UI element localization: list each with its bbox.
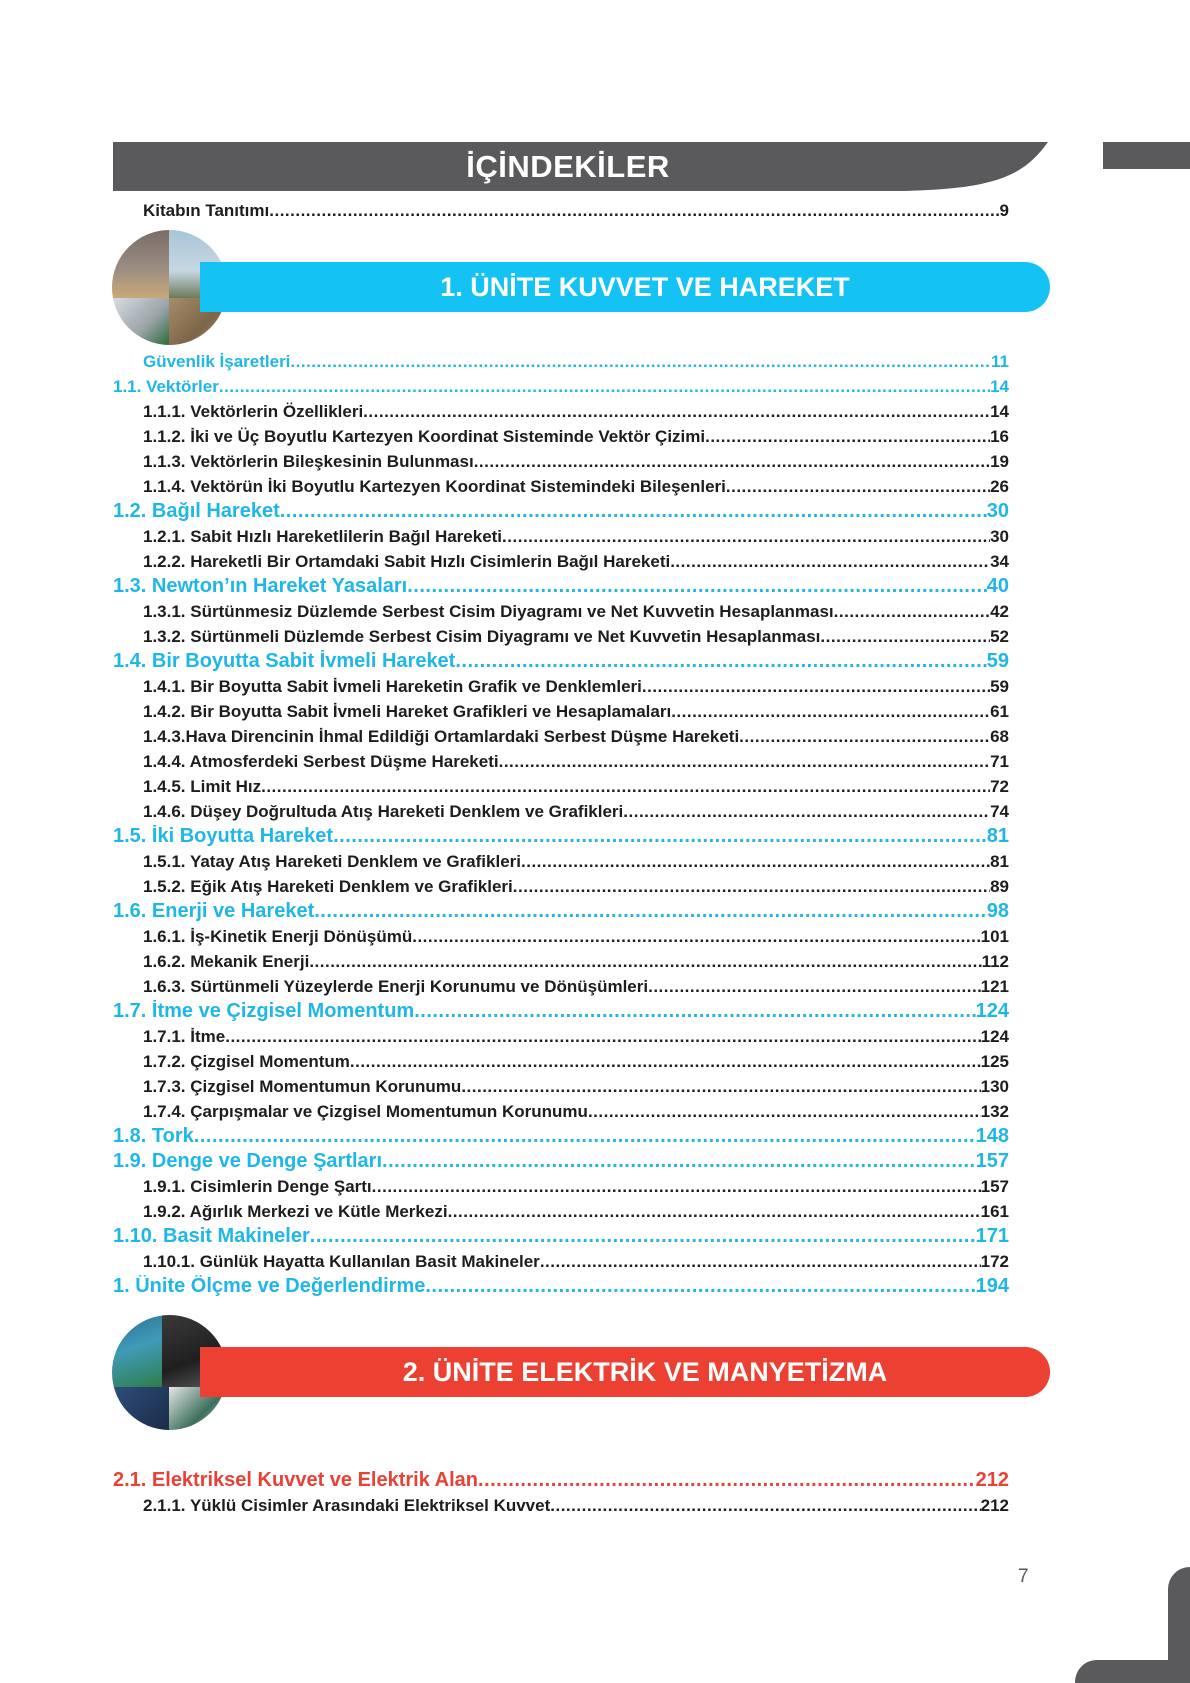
toc-page: 59	[990, 677, 1009, 696]
toc-label: 1.7.1. İtme	[143, 1027, 226, 1046]
toc-page: 30	[990, 527, 1009, 546]
toc-label: 1.4.6. Düşey Doğrultuda Atış Hareketi Denklem ve Grafikleri	[143, 802, 624, 821]
toc-label: 1.4.3.Hava Direncinin İhmal Edildiği Ortamlardaki Serbest Düşme Hareketi	[143, 727, 740, 746]
toc-page: 212	[980, 1496, 1009, 1515]
toc-page: 74	[990, 802, 1009, 821]
toc-page: 124	[980, 1027, 1009, 1046]
toc-page: 112	[981, 952, 1009, 971]
toc-page: 14	[990, 377, 1009, 396]
toc-label: 1.6.3. Sürtünmeli Yüzeylerde Enerji Korunumu ve Dönüşümleri	[143, 977, 649, 996]
toc-label: 1.3.2. Sürtünmeli Düzlemde Serbest Cisim Diyagramı ve Net Kuvvetin Hesaplanması	[143, 627, 821, 646]
toc-label: 1.7.3. Çizgisel Momentumun Korunumu	[143, 1077, 462, 1096]
toc-entry[interactable]	[143, 952, 1009, 974]
toc-entry[interactable]	[113, 1225, 1009, 1249]
toc-entry[interactable]	[113, 500, 1009, 524]
toc-leader-dots	[820, 627, 990, 647]
corner-decoration-horizontal	[1075, 1660, 1190, 1683]
toc-label: 1.7.4. Çarpışmalar ve Çizgisel Momentumun Korunumu	[143, 1102, 588, 1121]
toc-page: 11	[991, 352, 1009, 371]
toc-leader-dots	[461, 1077, 980, 1097]
toc-leader-dots	[363, 402, 990, 422]
toc-page: 30	[986, 500, 1009, 522]
toc-label: Güvenlik İşaretleri	[143, 352, 291, 371]
toc-label: 1.3.1. Sürtünmesiz Düzlemde Serbest Cisim Diyagramı ve Net Kuvvetin Hesaplanması	[143, 602, 834, 621]
toc-label: 1.4.2. Bir Boyutta Sabit İvmeli Hareket Grafikleri ve Hesaplamaları	[143, 702, 672, 721]
toc-label: 1.1. Vektörler	[113, 377, 219, 396]
toc-page: 68	[990, 727, 1009, 746]
toc-entry[interactable]	[143, 702, 1009, 724]
toc-entry[interactable]	[143, 677, 1009, 699]
toc-page: 40	[986, 575, 1009, 597]
toc-entry[interactable]	[143, 627, 1009, 649]
toc-page: 26	[990, 477, 1009, 496]
toc-leader-dots	[474, 452, 990, 472]
toc-label: 1.5.1. Yatay Atış Hareketi Denklem ve Grafikleri	[143, 852, 521, 871]
toc-label: 1.5.2. Eğik Atış Hareketi Denklem ve Grafikleri	[143, 877, 513, 896]
unit1-title: 1. ÜNİTE KUVVET VE HAREKET	[440, 272, 850, 302]
toc-leader-dots	[382, 1150, 976, 1173]
toc-leader-dots	[540, 1252, 981, 1272]
toc-leader-dots	[521, 852, 990, 872]
toc-page: 212	[975, 1469, 1009, 1491]
toc-label: 1.4. Bir Boyutta Sabit İvmeli Hareket	[113, 650, 456, 672]
toc-label: 1.2. Bağıl Hareket	[113, 500, 280, 522]
toc-label: 1.10. Basit Makineler	[113, 1225, 310, 1247]
toc-label: 2.1.1. Yüklü Cisimler Arasındaki Elektriksel Kuvvet	[143, 1496, 551, 1515]
toc-leader-dots	[588, 1102, 981, 1122]
toc-page: 157	[975, 1150, 1009, 1172]
page-number: 7	[1018, 1566, 1029, 1587]
toc-label: 1.5. İki Boyutta Hareket	[113, 825, 334, 847]
toc-entry[interactable]	[143, 427, 1009, 449]
toc-page: 121	[980, 977, 1009, 996]
toc-leader-dots	[280, 500, 987, 523]
toc-entry[interactable]	[113, 575, 1009, 599]
toc-entry[interactable]	[143, 927, 1009, 949]
toc-page: 34	[990, 552, 1009, 571]
toc-entry[interactable]	[113, 650, 1009, 674]
toc-leader-dots	[309, 952, 981, 972]
toc-label: 1.4.4. Atmosferdeki Serbest Düşme Hareketi	[143, 752, 499, 771]
toc-entry[interactable]	[143, 777, 1009, 799]
toc-entry[interactable]	[143, 402, 1009, 424]
toc-leader-dots	[726, 477, 990, 497]
toc-page: 42	[990, 602, 1009, 621]
toc-entry[interactable]	[143, 602, 1009, 624]
toc-page: 125	[980, 1052, 1009, 1071]
toc-label: 1.1.1. Vektörlerin Özellikleri	[143, 402, 364, 421]
toc-entry[interactable]	[113, 1150, 1009, 1174]
page-title: İÇİNDEKİLER	[466, 149, 670, 184]
toc-leader-dots	[350, 1052, 981, 1072]
toc-label: 1.7. İtme ve Çizgisel Momentum	[113, 1000, 415, 1022]
toc-entry[interactable]	[143, 852, 1009, 874]
toc-page: 171	[975, 1225, 1009, 1247]
toc-leader-dots	[261, 777, 990, 797]
toc-label: 1.6.1. İş-Kinetik Enerji Dönüşümü	[143, 927, 413, 946]
toc-page: 194	[975, 1275, 1009, 1297]
toc-entry[interactable]	[143, 552, 1009, 574]
toc-entry[interactable]	[143, 802, 1009, 824]
toc-label: 1.2.1. Sabit Hızlı Hareketlilerin Bağıl Hareketi	[143, 527, 503, 546]
toc-leader-dots	[502, 527, 990, 547]
toc-entry[interactable]	[143, 352, 1009, 374]
toc-leader-dots	[407, 575, 987, 598]
toc-leader-dots	[671, 702, 990, 722]
toc-leader-dots	[513, 877, 990, 897]
toc-page: 16	[990, 427, 1009, 446]
toc-leader-dots	[194, 1125, 976, 1148]
toc-label: 2.1. Elektriksel Kuvvet ve Elektrik Alan	[113, 1469, 479, 1491]
toc-page: 89	[990, 877, 1009, 896]
toc-leader-dots	[499, 752, 990, 772]
toc-leader-dots	[834, 602, 990, 622]
toc-label: 1.6. Enerji ve Hareket	[113, 900, 315, 922]
toc-entry-intro[interactable]	[143, 201, 1009, 223]
toc-entry[interactable]	[113, 1469, 1009, 1493]
toc-entry[interactable]	[113, 377, 1009, 399]
toc-label: 1.9. Denge ve Denge Şartları	[113, 1150, 383, 1172]
toc-label: 1.9.2. Ağırlık Merkezi ve Kütle Merkezi	[143, 1202, 448, 1221]
toc-page: 98	[986, 900, 1009, 922]
toc-page: 124	[975, 1000, 1009, 1022]
toc-label: Kitabın Tanıtımı	[143, 201, 270, 220]
toc-entry[interactable]	[143, 1252, 1009, 1274]
toc-page: 72	[990, 777, 1009, 796]
toc-page: 14	[990, 402, 1009, 421]
toc-entry[interactable]	[143, 1077, 1009, 1099]
toc-leader-dots	[448, 1202, 981, 1222]
toc-label: 1.1.3. Vektörlerin Bileşkesinin Bulunması	[143, 452, 474, 471]
toc-label: 1.4.5. Limit Hız	[143, 777, 262, 796]
toc-page: 161	[980, 1202, 1009, 1221]
toc-label: 1.2.2. Hareketli Bir Ortamdaki Sabit Hızlı Cisimlerin Bağıl Hareketi	[143, 552, 671, 571]
toc-entry[interactable]	[143, 1496, 1009, 1518]
toc-entry[interactable]	[113, 1275, 1009, 1299]
toc-leader-dots	[425, 1275, 975, 1298]
toc-label: 1.8. Tork	[113, 1125, 194, 1147]
toc-label: 1.4.1. Bir Boyutta Sabit İvmeli Hareketin Grafik ve Denklemleri	[143, 677, 642, 696]
toc-entry[interactable]	[113, 1000, 1009, 1024]
page-edge-tab	[1103, 142, 1190, 169]
unit2-title: 2. ÜNİTE ELEKTRİK VE MANYETİZMA	[402, 1357, 888, 1387]
toc-page: 52	[990, 627, 1009, 646]
toc-entry[interactable]	[143, 877, 1009, 899]
toc-leader-dots	[478, 1469, 976, 1492]
toc-entry[interactable]	[143, 1177, 1009, 1199]
toc-entry[interactable]	[143, 477, 1009, 499]
toc-label: 1.1.2. İki ve Üç Boyutlu Kartezyen Koordinat Sisteminde Vektör Çizimi	[143, 427, 706, 446]
toc-leader-dots	[670, 552, 990, 572]
toc-entry[interactable]	[113, 1125, 1009, 1149]
toc-leader-dots	[739, 727, 990, 747]
toc-entry[interactable]	[143, 1102, 1009, 1124]
toc-leader-dots	[623, 802, 990, 822]
toc-page: 101	[980, 927, 1009, 946]
toc-label: 1.3. Newton’ın Hareket Yasaları	[113, 575, 408, 597]
toc-page: 19	[990, 452, 1009, 471]
toc-leader-dots	[333, 825, 987, 848]
toc-label: 1. Ünite Ölçme ve Değerlendirme	[113, 1275, 426, 1297]
toc-leader-dots	[310, 1225, 976, 1248]
toc-entry[interactable]	[143, 1027, 1009, 1049]
toc-leader-dots	[455, 650, 986, 673]
toc-page: 71	[990, 752, 1009, 771]
toc-leader-dots	[314, 900, 987, 923]
toc-leader-dots	[648, 977, 981, 997]
toc-entry[interactable]	[143, 977, 1009, 999]
toc-page: 59	[986, 650, 1009, 672]
unit2-banner	[200, 1347, 1050, 1397]
toc-entry[interactable]	[143, 527, 1009, 549]
toc-leader-dots	[412, 927, 980, 947]
toc-page: 61	[990, 702, 1009, 721]
toc-entry[interactable]	[143, 752, 1009, 774]
toc-page: 81	[990, 852, 1009, 871]
toc-page: 148	[975, 1125, 1009, 1147]
toc-leader-dots	[269, 201, 999, 221]
toc-label: 1.6.2. Mekanik Enerji	[143, 952, 310, 971]
toc-entry[interactable]	[113, 825, 1009, 849]
toc-entry[interactable]	[143, 452, 1009, 474]
toc-entry[interactable]	[143, 1202, 1009, 1224]
unit1-banner	[200, 262, 1050, 312]
toc-label: 1.7.2. Çizgisel Momentum	[143, 1052, 350, 1071]
toc-page: 132	[980, 1102, 1009, 1121]
toc-entry[interactable]	[143, 727, 1009, 749]
toc-leader-dots	[372, 1177, 981, 1197]
toc-leader-dots	[705, 427, 990, 447]
toc-label: 1.10.1. Günlük Hayatta Kullanılan Basit Makineler	[143, 1252, 540, 1271]
toc-leader-dots	[219, 377, 990, 397]
toc-leader-dots	[414, 1000, 975, 1023]
toc-entry[interactable]	[143, 1052, 1009, 1074]
toc-leader-dots	[225, 1027, 980, 1047]
toc-page: 172	[980, 1252, 1009, 1271]
toc-leader-dots	[550, 1496, 980, 1516]
toc-leader-dots	[290, 352, 991, 372]
toc-leader-dots	[642, 677, 990, 697]
toc-page: 130	[980, 1077, 1009, 1096]
toc-page: 81	[986, 825, 1009, 847]
toc-page: 9	[999, 201, 1009, 220]
toc-page: 157	[980, 1177, 1009, 1196]
toc-entry[interactable]	[113, 900, 1009, 924]
toc-label: 1.9.1. Cisimlerin Denge Şartı	[143, 1177, 372, 1196]
toc-label: 1.1.4. Vektörün İki Boyutlu Kartezyen Koordinat Sistemindeki Bileşenleri	[143, 477, 726, 496]
